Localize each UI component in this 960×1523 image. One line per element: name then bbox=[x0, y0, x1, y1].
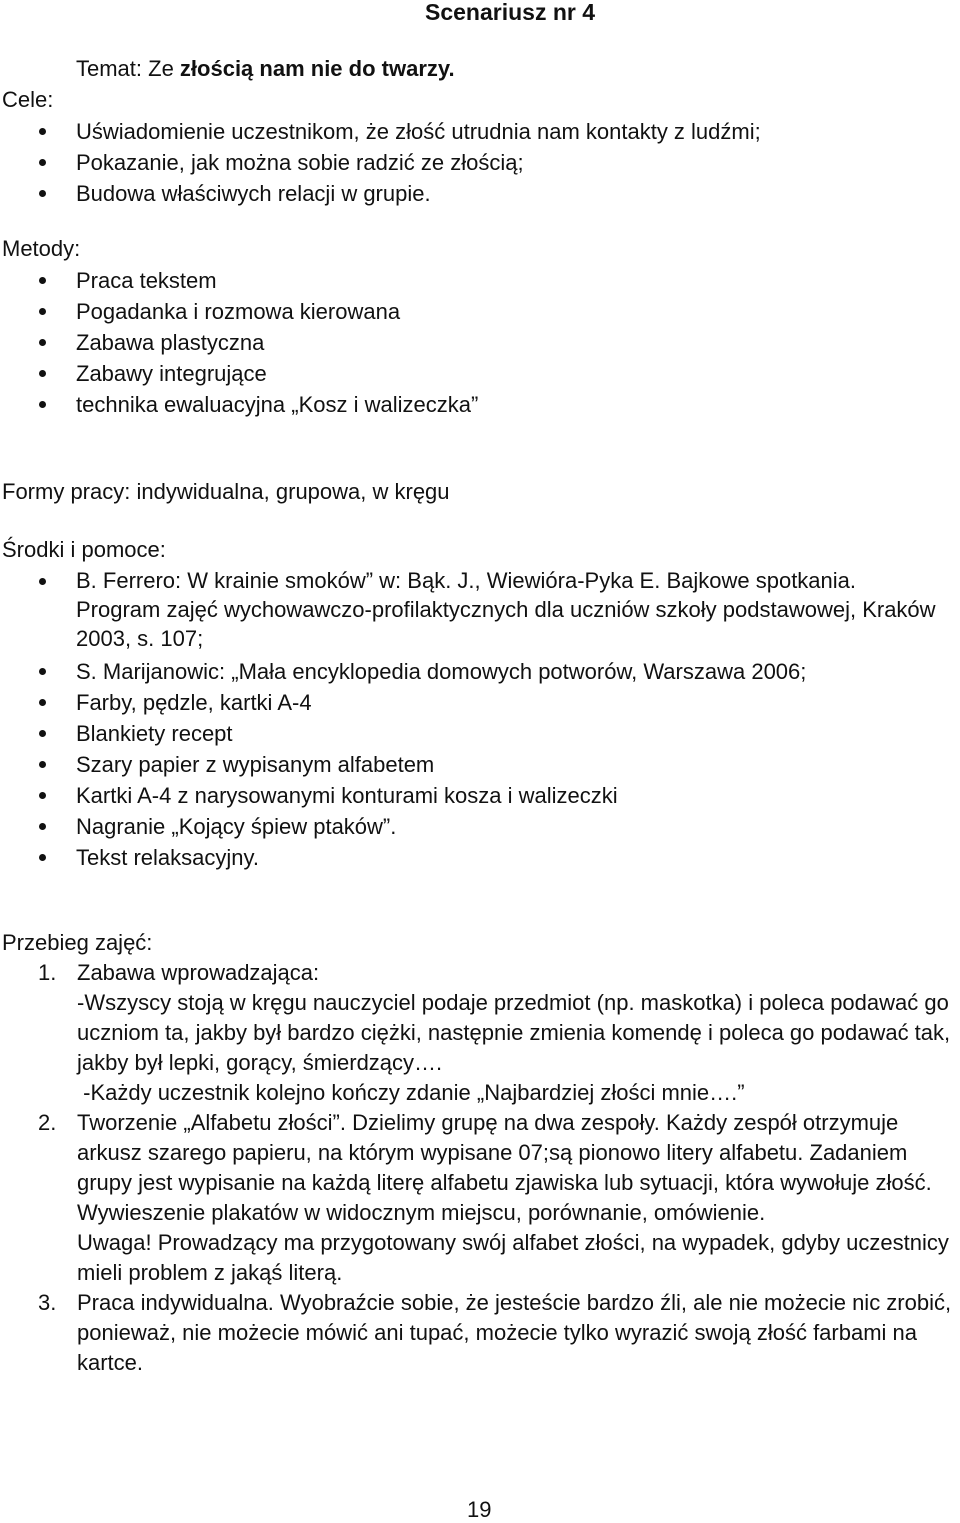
step-item bbox=[0, 958, 960, 1108]
step-paragraph: -Wszyscy stoją w kręgu nauczyciel podaje przedmiot (np. maskotka) i poleca podawać go uczniom ta, jakby był bardzo ciężki, następnie zmienia komendę i poleca go podawać tak, jakby był lepki, gorący, śmierdzący…. bbox=[77, 990, 951, 1075]
list-item: Nagranie „Kojący śpiew ptaków”. bbox=[0, 811, 946, 842]
bullet-icon bbox=[39, 159, 46, 166]
step-paragraph: Zabawa wprowadzająca: bbox=[77, 960, 320, 985]
list-item: Tekst relaksacyjny. bbox=[0, 842, 946, 873]
bullet-icon bbox=[39, 668, 46, 675]
list-item: technika ewaluacyjna „Kosz i walizeczka” bbox=[0, 389, 478, 420]
list-item: Blankiety recept bbox=[0, 718, 946, 749]
forms-of-work: Formy pracy: indywidualna, grupowa, w kręgu bbox=[2, 479, 450, 504]
list-item: Praca tekstem bbox=[0, 265, 478, 296]
list-item: S. Marijanowic: „Mała encyklopedia domowych potworów, Warszawa 2006; bbox=[0, 656, 946, 687]
topic-prefix: Temat: Ze bbox=[76, 56, 180, 81]
bullet-icon bbox=[39, 699, 46, 706]
step-number: 1. bbox=[38, 960, 57, 985]
topic-line bbox=[76, 56, 455, 82]
step-number: 3. bbox=[38, 1290, 57, 1315]
methods-list bbox=[0, 265, 478, 420]
resources-list bbox=[0, 566, 946, 873]
bullet-icon bbox=[39, 370, 46, 377]
scenario-title: Scenariusz nr 4 bbox=[425, 0, 596, 25]
course-heading: Przebieg zajęć: bbox=[2, 930, 153, 955]
list-item: Farby, pędzle, kartki A-4 bbox=[0, 687, 946, 718]
goals-heading: Cele: bbox=[2, 87, 54, 112]
list-item: Pokazanie, jak można sobie radzić ze złością; bbox=[0, 147, 761, 178]
step-paragraph: -Każdy uczestnik kolejno kończy zdanie „Najbardziej złości mnie….” bbox=[77, 1080, 745, 1105]
list-item: Uświadomienie uczestnikom, że złość utrudnia nam kontakty z ludźmi; bbox=[0, 116, 761, 147]
step-paragraph: Tworzenie „Alfabetu złości”. Dzielimy grupę na dwa zespoły. Każdy zespół otrzymuje arkusz szarego papieru, na którym wypisane 07;są pionowo litery alfabetu. Zadaniem grupy jest wypisanie na każdą literę alfabetu zjawiska lub sytuacji, która wywołuje złość. Wywieszenie plakatów w widocznym miejscu, porównanie, omówienie. bbox=[77, 1110, 932, 1225]
step-number: 2. bbox=[38, 1110, 57, 1135]
goals-list bbox=[0, 116, 761, 209]
bullet-icon bbox=[39, 308, 46, 315]
bullet-icon bbox=[39, 730, 46, 737]
list-item: Budowa właściwych relacji w grupie. bbox=[0, 178, 761, 209]
bullet-icon bbox=[39, 854, 46, 861]
bullet-icon bbox=[39, 401, 46, 408]
bullet-icon bbox=[39, 190, 46, 197]
list-item: Pogadanka i rozmowa kierowana bbox=[0, 296, 478, 327]
course-steps bbox=[0, 958, 960, 1378]
list-item: Zabawy integrujące bbox=[0, 358, 478, 389]
step-item bbox=[0, 1108, 960, 1288]
bullet-icon bbox=[39, 339, 46, 346]
list-item: Zabawa plastyczna bbox=[0, 327, 478, 358]
topic-bold: złością nam nie do twarzy. bbox=[179, 56, 455, 81]
step-paragraph: Praca indywidualna. Wyobraźcie sobie, że jesteście bardzo źli, ale nie możecie nic zrobić, ponieważ, nie możecie mówić ani tupać, możecie tylko wyrazić swoją złość farbami na kartce. bbox=[77, 1290, 952, 1375]
step-paragraph: Uwaga! Prowadzący ma przygotowany swój alfabet złości, na wypadek, gdyby uczestnicy mieli problem z jakąś literą. bbox=[77, 1230, 949, 1285]
list-item: Kartki A-4 z narysowanymi konturami kosza i walizeczki bbox=[0, 780, 946, 811]
bullet-icon bbox=[39, 761, 46, 768]
methods-heading: Metody: bbox=[2, 236, 81, 261]
bullet-icon bbox=[39, 277, 46, 284]
page-number: 19 bbox=[467, 1497, 492, 1522]
bullet-icon bbox=[39, 792, 46, 799]
list-item: B. Ferrero: W krainie smoków” w: Bąk. J., Wiewióra-Pyka E. Bajkowe spotkania. Program zajęć wychowawczo-profilaktycznych dla uczniów szkoły podstawowej, Kraków 2003, s. 107; bbox=[0, 566, 946, 656]
step-item bbox=[0, 1288, 960, 1378]
bullet-icon bbox=[39, 823, 46, 830]
list-item: Szary papier z wypisanym alfabetem bbox=[0, 749, 946, 780]
bullet-icon bbox=[39, 128, 46, 135]
resources-heading: Środki i pomoce: bbox=[2, 537, 166, 562]
bullet-icon bbox=[39, 578, 46, 585]
